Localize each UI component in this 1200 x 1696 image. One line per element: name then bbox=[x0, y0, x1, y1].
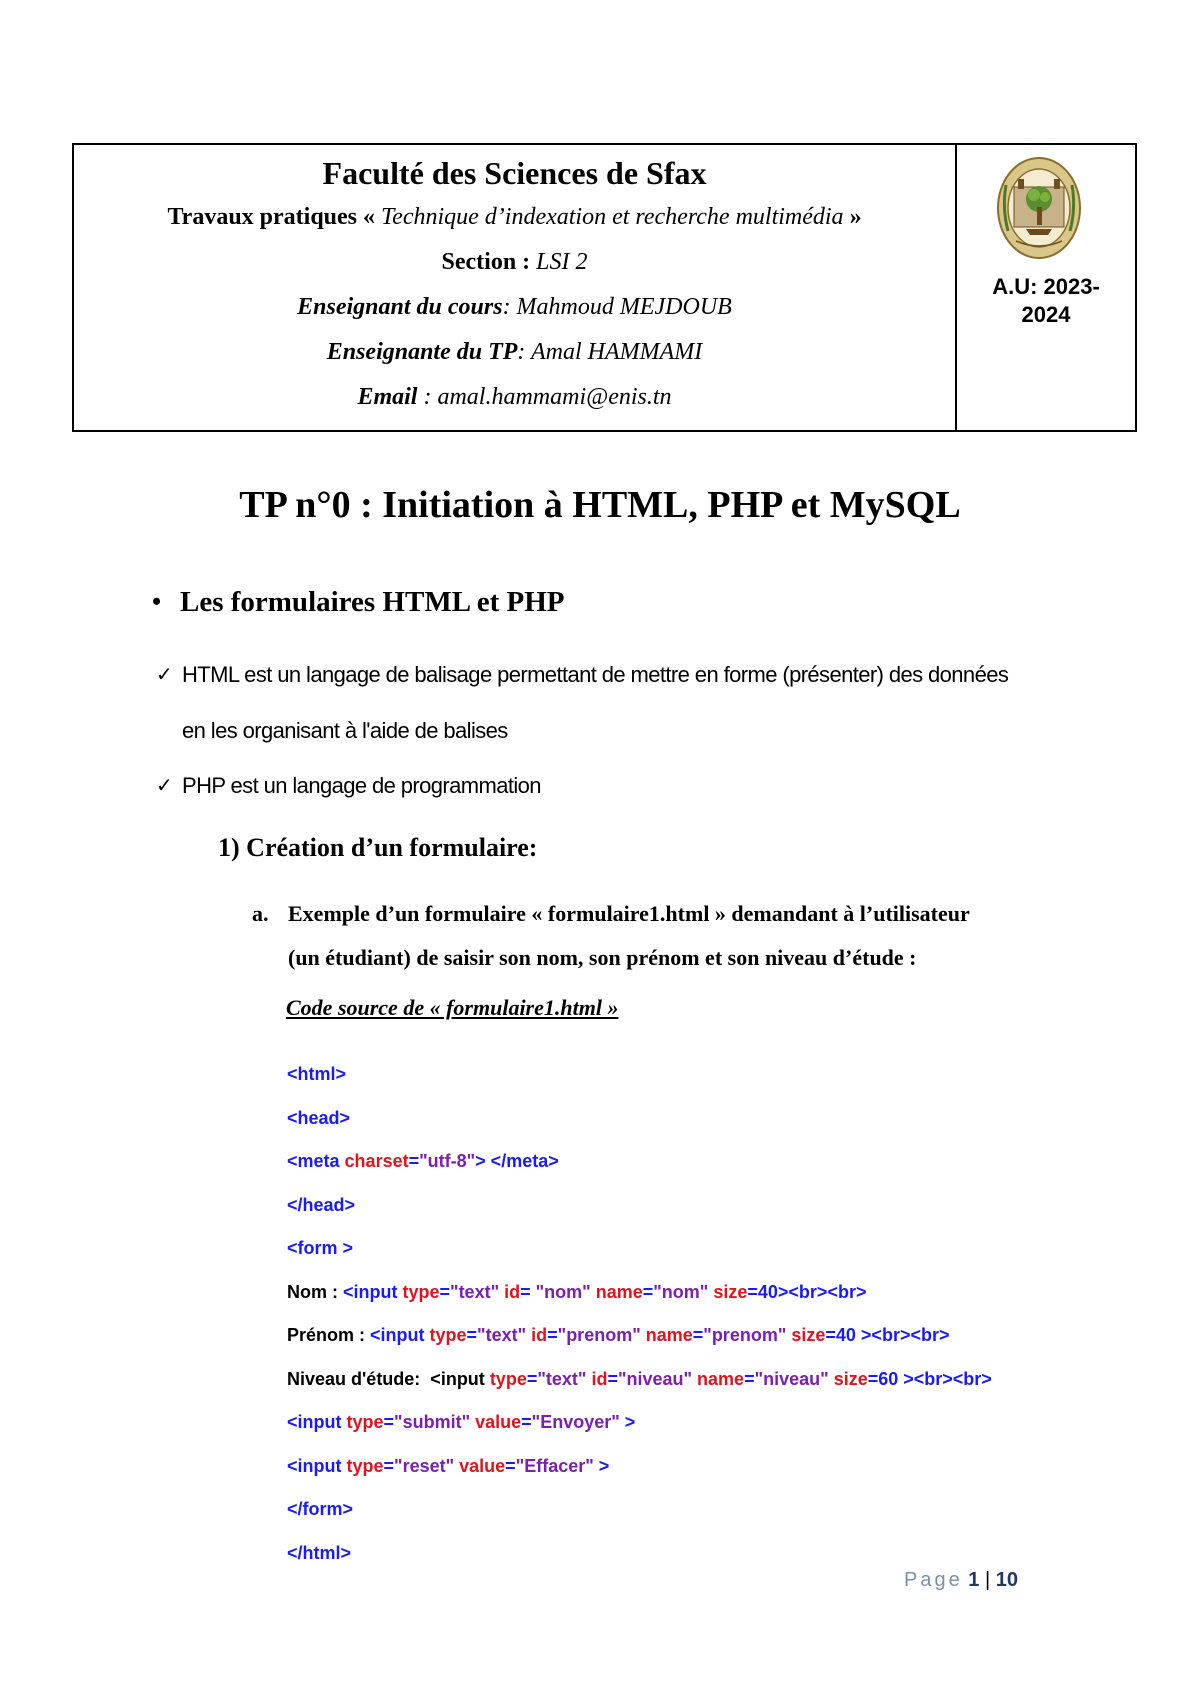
code-token: name bbox=[645, 1325, 693, 1345]
code-token: "nom" bbox=[535, 1281, 596, 1302]
code-token: <meta bbox=[287, 1151, 345, 1171]
checkmark-icon: ✓ bbox=[156, 664, 173, 686]
code-token: =60 ><br><br> bbox=[867, 1368, 992, 1389]
code-token: = bbox=[383, 1455, 395, 1476]
code-token: size bbox=[791, 1325, 826, 1345]
code-token: name bbox=[595, 1281, 643, 1302]
code-token: <form > bbox=[287, 1238, 354, 1258]
code-token: type bbox=[429, 1325, 467, 1345]
section-heading-text: Les formulaires HTML et PHP bbox=[180, 586, 565, 618]
code-token: "niveau" bbox=[617, 1368, 698, 1389]
code-token: "text" bbox=[477, 1325, 532, 1345]
tp-open-quote: « bbox=[363, 204, 382, 230]
code-token: > </meta> bbox=[475, 1151, 559, 1171]
code-token: Nom : bbox=[287, 1281, 343, 1302]
bullet-icon: • bbox=[152, 587, 162, 616]
section-heading bbox=[152, 582, 565, 622]
check-item-php bbox=[156, 771, 541, 801]
code-token: "utf-8" bbox=[419, 1151, 476, 1171]
code-line bbox=[287, 1488, 992, 1532]
code-token: "submit" bbox=[394, 1412, 476, 1432]
code-token: = bbox=[439, 1281, 451, 1302]
code-token: <html> bbox=[287, 1064, 347, 1084]
code-block bbox=[287, 1053, 992, 1575]
code-token: "Effacer" bbox=[515, 1455, 594, 1476]
code-token: name bbox=[697, 1368, 745, 1389]
code-token: "prenom" bbox=[703, 1325, 792, 1345]
section-line bbox=[74, 240, 955, 285]
example-line1: Exemple d’un formulaire « formulaire1.html » demandant à l’utilisateur bbox=[288, 901, 970, 926]
code-token: = bbox=[383, 1412, 395, 1432]
example-label: a. bbox=[252, 901, 269, 926]
email-value: : amal.hammami@enis.tn bbox=[417, 384, 672, 410]
academic-year-line1: A.U: 2023- bbox=[992, 274, 1100, 299]
code-token: > bbox=[593, 1455, 610, 1476]
subsection-heading bbox=[218, 830, 537, 866]
code-token: Niveau d'étude: <input bbox=[287, 1368, 490, 1389]
code-token: type bbox=[489, 1368, 527, 1389]
code-token: </html> bbox=[287, 1542, 352, 1563]
code-line bbox=[287, 1184, 992, 1228]
code-token: size bbox=[833, 1368, 868, 1389]
code-line bbox=[287, 1053, 992, 1097]
code-line bbox=[287, 1401, 992, 1445]
code-line bbox=[287, 1140, 992, 1184]
code-line bbox=[287, 1314, 992, 1358]
code-token: <input bbox=[343, 1281, 403, 1302]
subsection-number: 1) bbox=[218, 833, 240, 862]
code-token: <input bbox=[287, 1412, 347, 1432]
section-label: Section : bbox=[441, 249, 531, 275]
code-line bbox=[287, 1097, 992, 1141]
code-token: id bbox=[504, 1281, 521, 1302]
code-token: =40><br><br> bbox=[747, 1281, 867, 1302]
check-html-line1: HTML est un langage de balisage permettant de mettre en forme (présenter) des données bbox=[182, 662, 1009, 687]
tp-close-quote: » bbox=[843, 204, 862, 230]
code-token: <input bbox=[370, 1325, 430, 1345]
check-html-line2: en les organisant à l'aide de balises bbox=[182, 718, 508, 743]
page-current: 1 bbox=[968, 1569, 980, 1591]
teacher-tp-line bbox=[74, 330, 955, 375]
code-token: value bbox=[459, 1455, 506, 1476]
teacher-course-value: : Mahmoud MEJDOUB bbox=[502, 294, 732, 320]
tp-label: Travaux pratiques bbox=[167, 204, 358, 230]
code-token: Prénom : bbox=[287, 1325, 371, 1345]
teacher-tp-label: Enseignante du TP bbox=[326, 339, 518, 365]
code-token: "text" bbox=[450, 1281, 505, 1302]
email-label: Email bbox=[357, 384, 418, 410]
check-item-html bbox=[156, 660, 1009, 690]
code-token: = bbox=[692, 1325, 704, 1345]
header-side bbox=[957, 145, 1135, 430]
code-token: id bbox=[531, 1325, 548, 1345]
teacher-course-label: Enseignant du cours bbox=[297, 294, 503, 320]
code-token: </form> bbox=[287, 1499, 354, 1519]
section-value: LSI 2 bbox=[536, 249, 588, 275]
code-token: = bbox=[607, 1368, 618, 1389]
code-token: "prenom" bbox=[557, 1325, 646, 1345]
faculty-name: Faculté des Sciences de Sfax bbox=[322, 155, 707, 191]
page-separator: | bbox=[979, 1569, 996, 1591]
code-token: type bbox=[346, 1412, 384, 1432]
code-token: charset bbox=[344, 1151, 409, 1171]
code-token: =40 ><br><br> bbox=[825, 1325, 950, 1345]
academic-year bbox=[957, 273, 1135, 329]
teacher-course-line bbox=[74, 285, 955, 330]
faculty-seal-logo-icon bbox=[996, 155, 1082, 261]
code-token: = bbox=[521, 1412, 532, 1432]
header-box bbox=[72, 143, 1137, 432]
code-token: type bbox=[346, 1455, 384, 1476]
code-token: size bbox=[713, 1281, 748, 1302]
code-token: "text" bbox=[537, 1368, 592, 1389]
code-token: = bbox=[408, 1151, 420, 1171]
page-title: TP n°0 : Initiation à HTML, PHP et MySQL bbox=[239, 484, 961, 526]
code-token: = bbox=[526, 1368, 538, 1389]
email-line bbox=[74, 375, 955, 420]
page-word: Page bbox=[904, 1569, 963, 1591]
check-item-html-cont bbox=[182, 716, 508, 746]
header-info bbox=[74, 145, 957, 430]
code-token: <input bbox=[287, 1455, 347, 1476]
code-token: > bbox=[619, 1412, 636, 1432]
tp-line bbox=[74, 195, 955, 240]
code-token: = bbox=[642, 1281, 654, 1302]
code-token: "Envoyer" bbox=[531, 1412, 620, 1432]
code-token: = bbox=[505, 1455, 516, 1476]
code-token: <head> bbox=[287, 1107, 351, 1128]
code-token: = bbox=[744, 1368, 755, 1389]
code-line bbox=[287, 1532, 992, 1576]
example-line2: (un étudiant) de saisir son nom, son prénom et son niveau d’étude : bbox=[288, 945, 917, 970]
code-token: value bbox=[475, 1412, 522, 1432]
tp-title: Technique d’indexation et recherche multimédia bbox=[381, 204, 844, 230]
code-token: id bbox=[591, 1368, 608, 1389]
teacher-tp-value: : Amal HAMMAMI bbox=[517, 339, 703, 365]
subsection-title: Création d’un formulaire: bbox=[246, 833, 538, 862]
code-line bbox=[287, 1358, 992, 1402]
checkmark-icon: ✓ bbox=[156, 775, 173, 797]
code-token: </head> bbox=[287, 1194, 356, 1215]
check-php: PHP est un langage de programmation bbox=[182, 773, 541, 798]
code-token: "nom" bbox=[653, 1281, 714, 1302]
code-token: = bbox=[547, 1325, 558, 1345]
code-source-title: Code source de « formulaire1.html » bbox=[286, 995, 619, 1020]
page-total: 10 bbox=[995, 1569, 1018, 1591]
code-line bbox=[287, 1227, 992, 1271]
code-line bbox=[287, 1445, 992, 1489]
code-line bbox=[287, 1271, 992, 1315]
code-token: type bbox=[402, 1281, 440, 1302]
code-token: = bbox=[466, 1325, 478, 1345]
academic-year-line2: 2024 bbox=[1021, 302, 1071, 327]
code-token: = bbox=[520, 1281, 536, 1302]
code-token: "niveau" bbox=[754, 1368, 834, 1389]
page-footer bbox=[904, 1566, 1018, 1594]
code-token: "reset" bbox=[394, 1455, 460, 1476]
